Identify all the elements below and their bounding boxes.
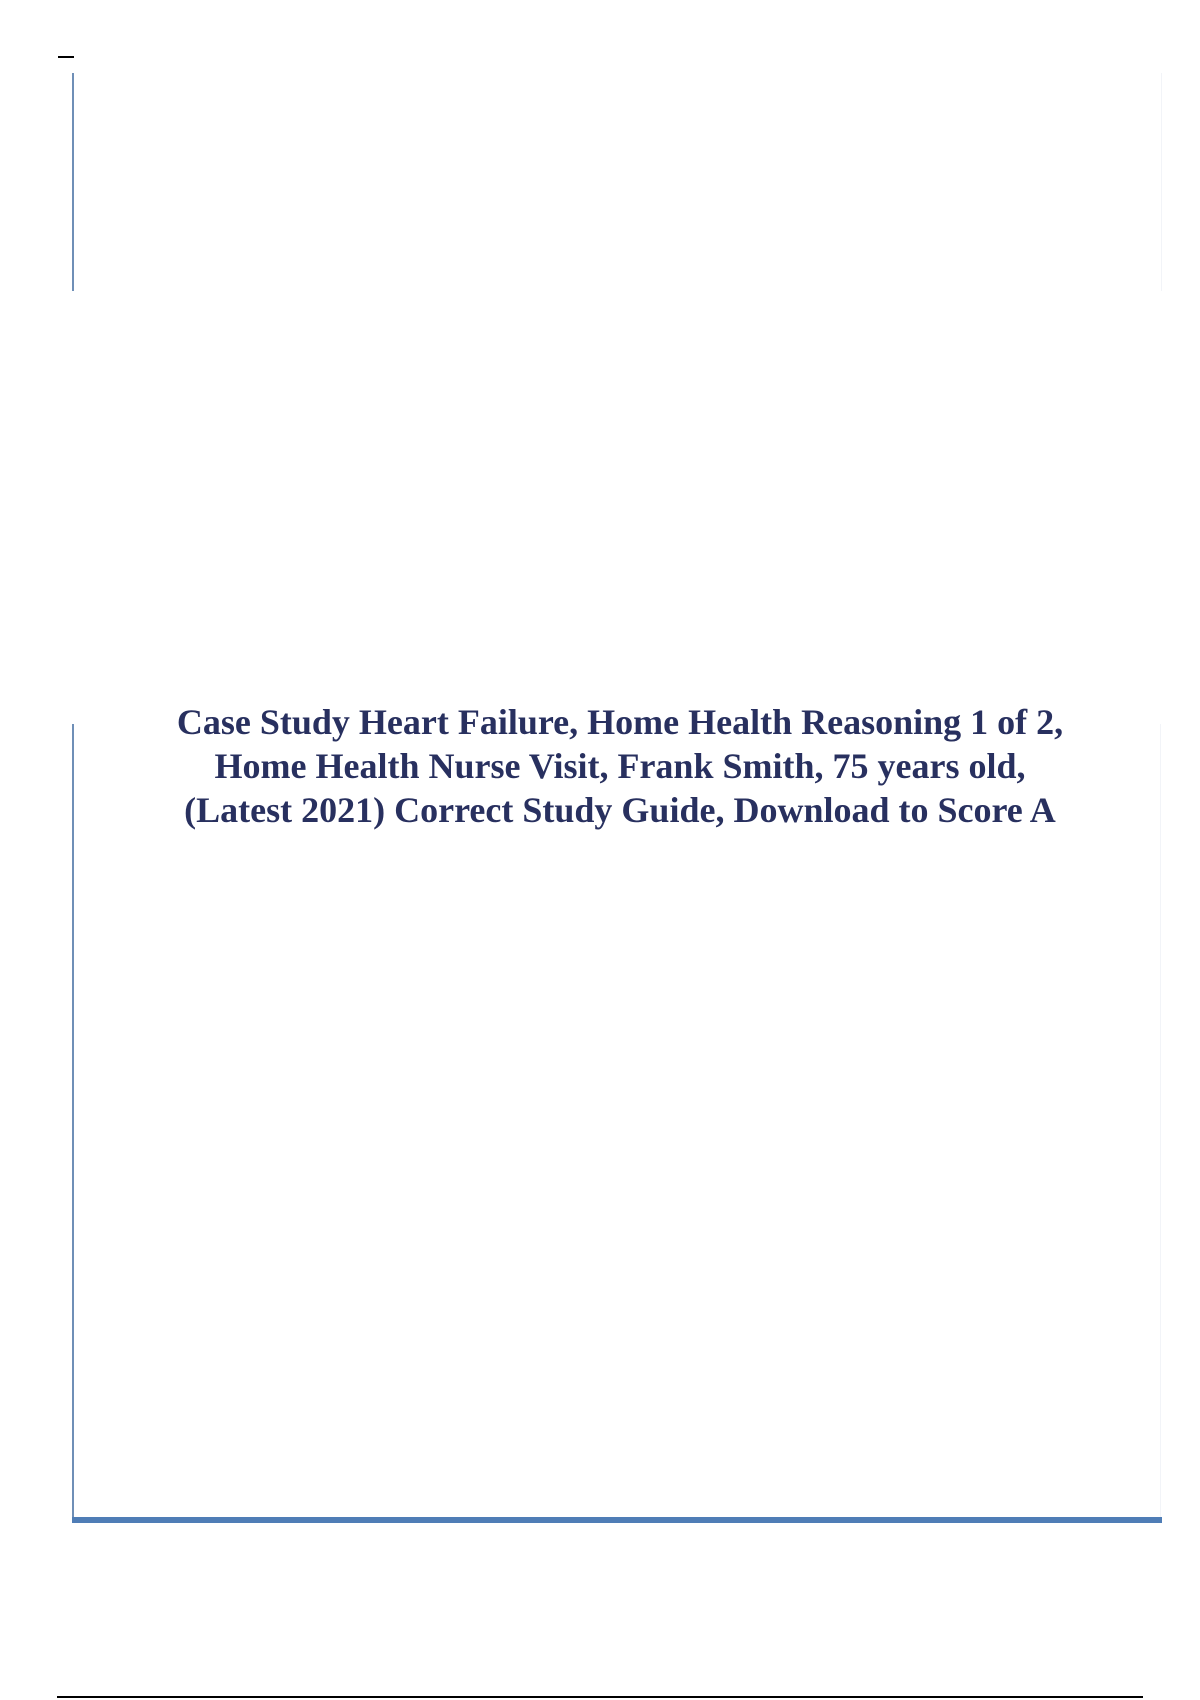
title-line-1: Case Study Heart Failure, Home Health Reasoning 1 of 2,	[176, 702, 1064, 742]
footer-rule	[57, 1696, 1143, 1698]
top-left-vertical-rule	[72, 73, 74, 291]
top-right-vertical-rule	[1161, 73, 1162, 291]
document-title	[90, 700, 1150, 832]
title-line-2: Home Health Nurse Visit, Frank Smith, 75 years old,	[214, 746, 1026, 786]
title-line-3: (Latest 2021) Correct Study Guide, Download to Score A	[184, 790, 1056, 830]
cover-frame-bottom-bar	[72, 1517, 1162, 1523]
corner-dash-mark	[58, 56, 74, 58]
cover-frame	[72, 724, 1161, 1519]
